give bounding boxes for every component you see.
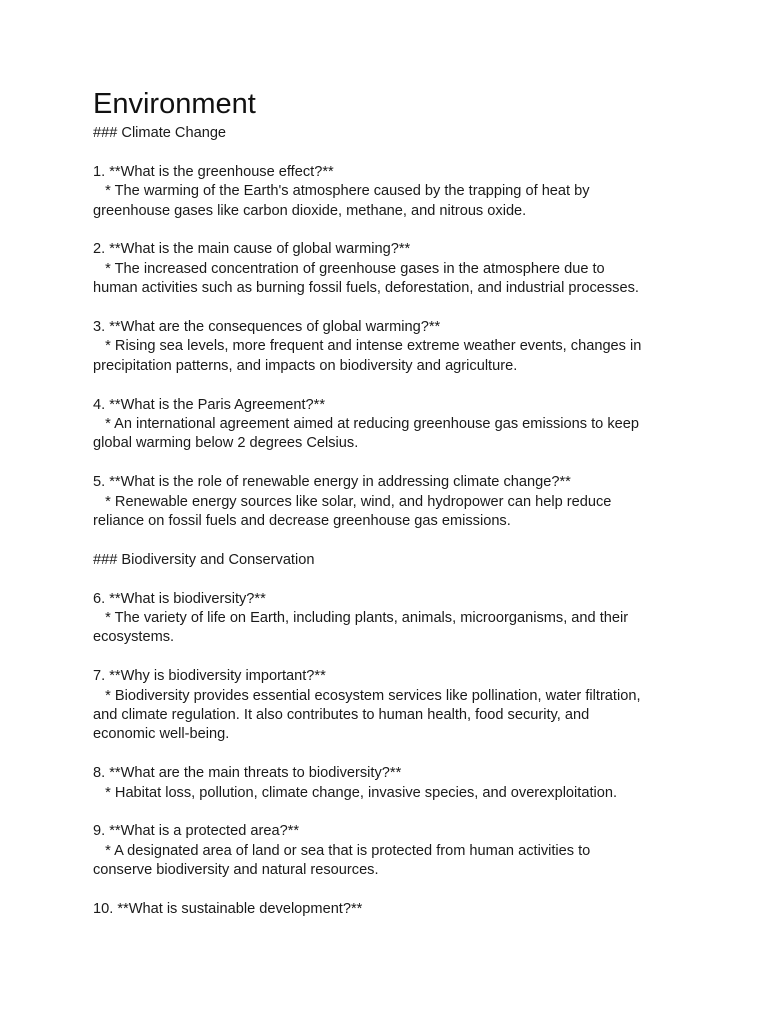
blank-line: [93, 143, 693, 162]
blank-line: [93, 531, 693, 550]
answer-line: * Habitat loss, pollution, climate change, invasive species, and overexploitation.: [93, 784, 618, 801]
text-line: economic well-being.: [93, 726, 230, 743]
blank-line: [93, 454, 693, 473]
question-line: 10. **What is sustainable development?**: [93, 901, 363, 918]
answer-line: * The warming of the Earth's atmosphere caused by the trapping of heat by: [93, 183, 590, 200]
text-line: precipitation patterns, and impacts on biodiversity and agriculture.: [93, 357, 518, 374]
text-line: human activities such as burning fossil fuels, deforestation, and industrial processes.: [93, 280, 639, 297]
question-line: 8. **What are the main threats to biodiversity?**: [93, 765, 402, 782]
blank-line: [93, 881, 693, 900]
question-line: 7. **Why is biodiversity important?**: [93, 668, 326, 685]
answer-line: * Renewable energy sources like solar, wind, and hydropower can help reduce: [93, 493, 612, 510]
question-line: 6. **What is biodiversity?**: [93, 590, 266, 607]
text-line: reliance on fossil fuels and decrease greenhouse gas emissions.: [93, 513, 511, 530]
blank-line: [93, 803, 693, 822]
question-line: 4. **What is the Paris Agreement?**: [93, 396, 325, 413]
question-line: 5. **What is the role of renewable energy in addressing climate change?**: [93, 474, 571, 491]
answer-line: * The variety of life on Earth, including plants, animals, microorganisms, and their: [93, 610, 629, 627]
question-line: 9. **What is a protected area?**: [93, 823, 300, 840]
blank-line: [93, 745, 693, 764]
document-title: Environment: [93, 88, 256, 120]
answer-line: * A designated area of land or sea that is protected from human activities to: [93, 842, 591, 859]
blank-line: [93, 648, 693, 667]
question-line: 2. **What is the main cause of global warming?**: [93, 241, 411, 258]
blank-line: [93, 570, 693, 589]
question-line: 3. **What are the consequences of global warming?**: [93, 319, 441, 336]
blank-line: [93, 376, 693, 395]
section-heading: ### Climate Change: [93, 125, 227, 141]
answer-line: * An international agreement aimed at reducing greenhouse gas emissions to keep: [93, 416, 639, 433]
text-line: conserve biodiversity and natural resources.: [93, 862, 379, 879]
answer-line: * Rising sea levels, more frequent and intense extreme weather events, changes in: [93, 338, 642, 355]
blank-line: [93, 221, 693, 240]
text-line: global warming below 2 degrees Celsius.: [93, 435, 359, 452]
document-body: [93, 124, 693, 919]
answer-line: * Biodiversity provides essential ecosystem services like pollination, water filtration,: [93, 687, 641, 704]
section-heading: ### Biodiversity and Conservation: [93, 551, 315, 568]
text-line: and climate regulation. It also contributes to human health, food security, and: [93, 707, 590, 724]
text-line: greenhouse gases like carbon dioxide, methane, and nitrous oxide.: [93, 202, 527, 219]
document-page: [93, 84, 693, 919]
blank-line: [93, 299, 693, 318]
question-line: 1. **What is the greenhouse effect?**: [93, 163, 334, 180]
text-line: ecosystems.: [93, 629, 175, 646]
answer-line: * The increased concentration of greenhouse gases in the atmosphere due to: [93, 260, 605, 277]
